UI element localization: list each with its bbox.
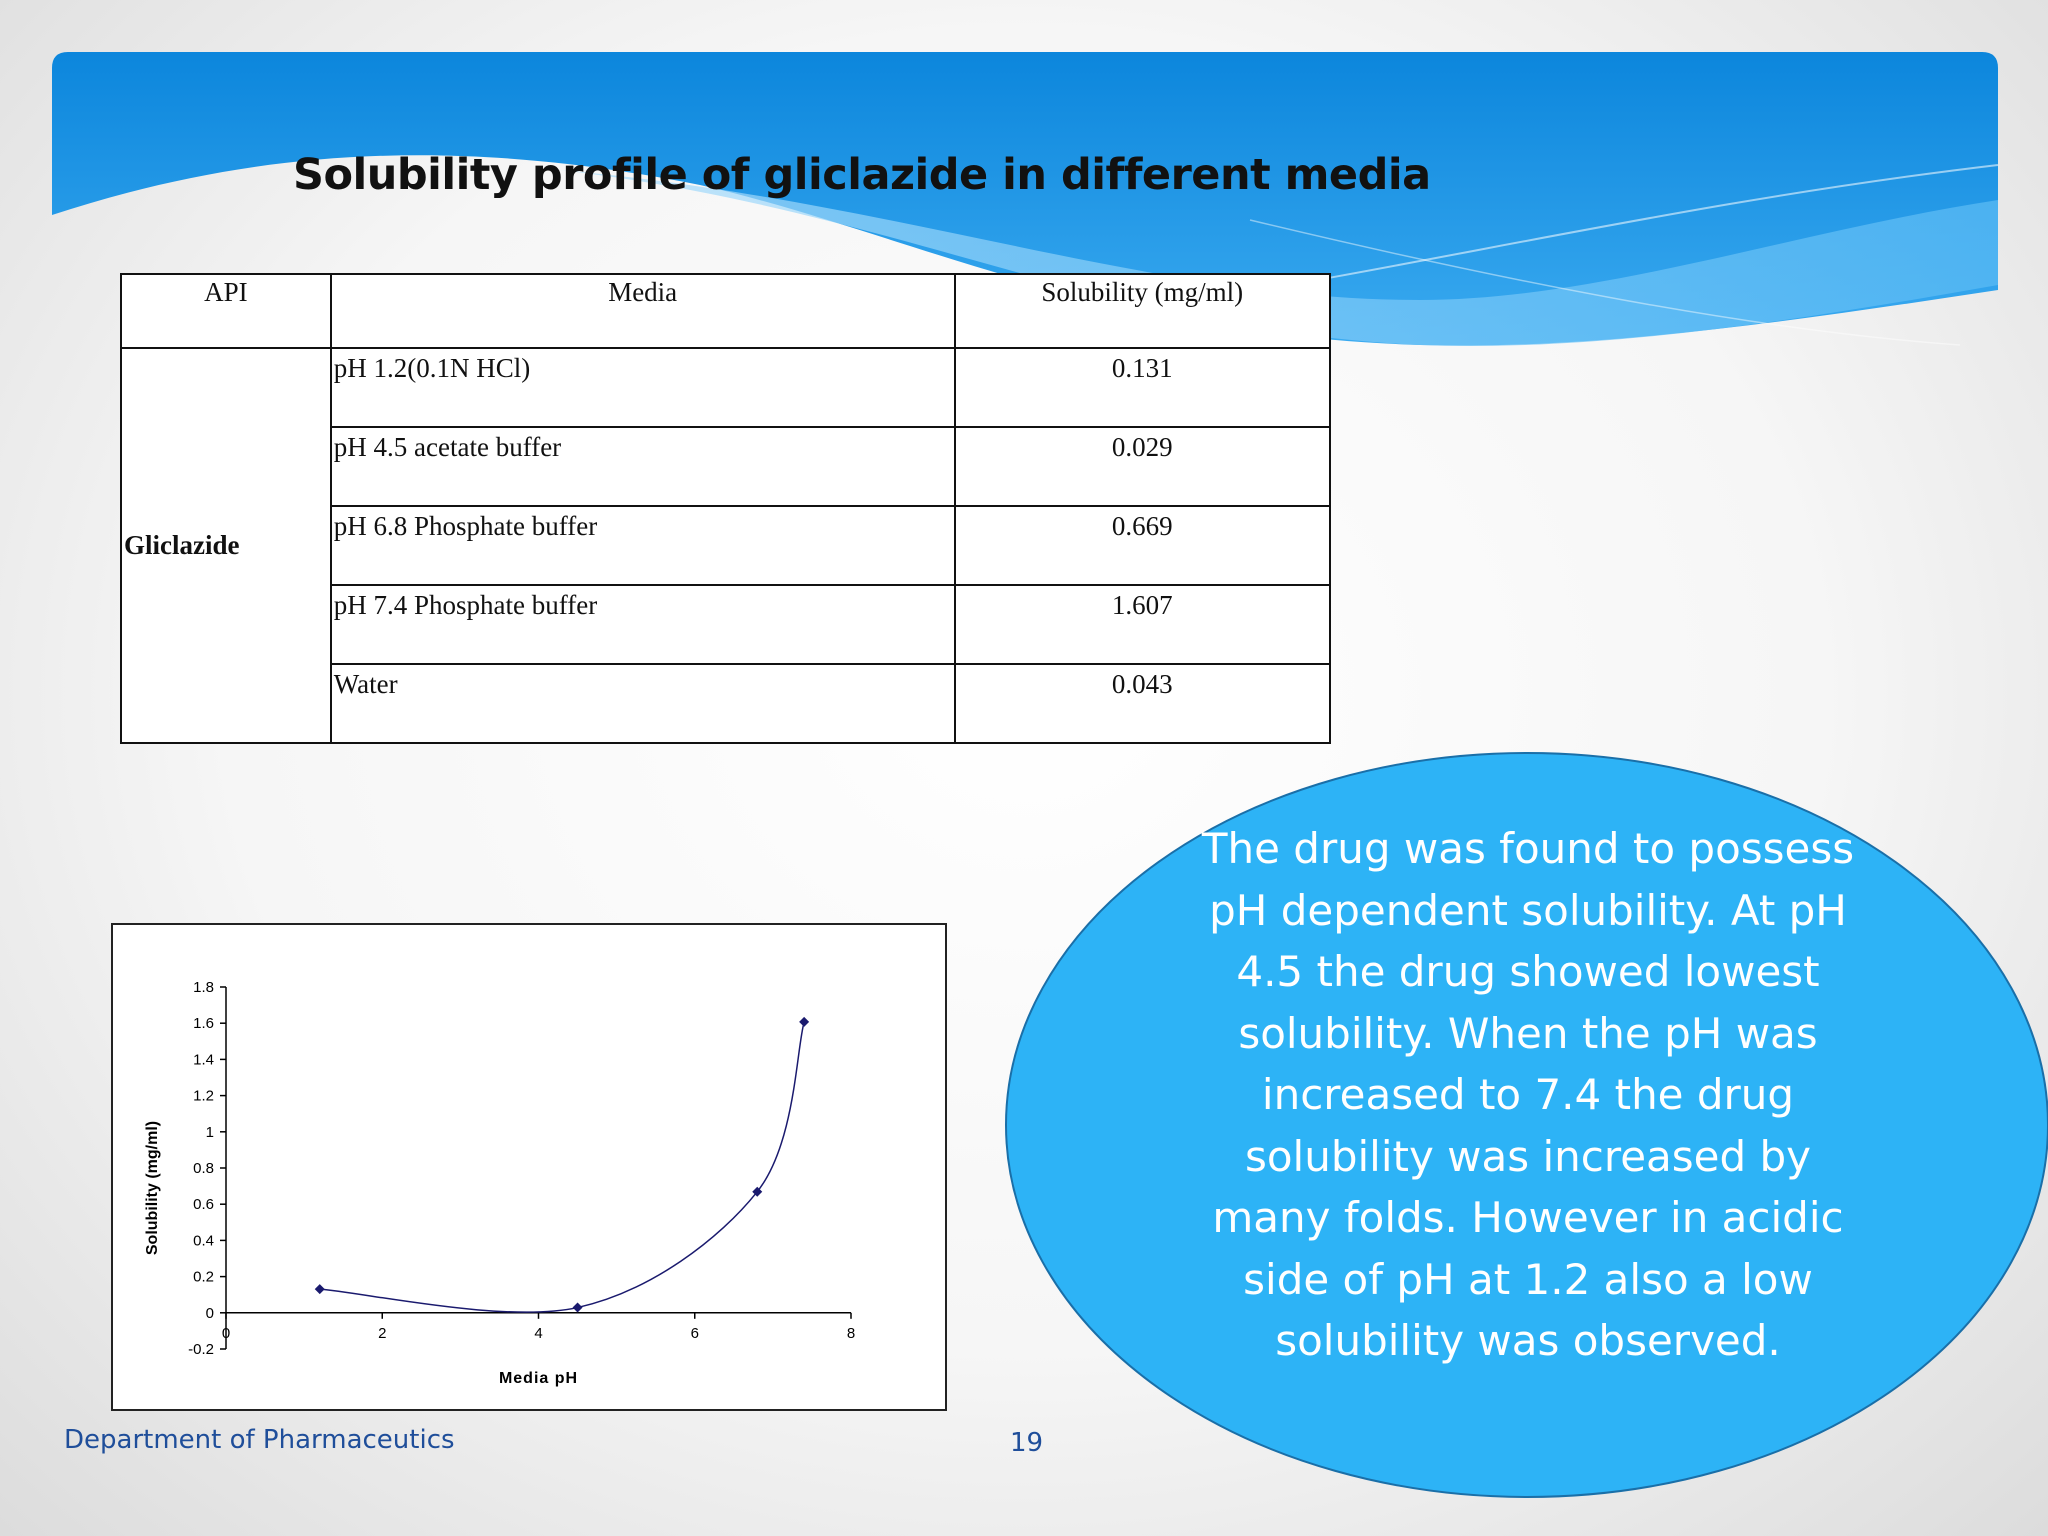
table-header-row: [121, 274, 1330, 348]
y-tick-label: 0.4: [193, 1232, 214, 1250]
solubility-cell: 1.607: [955, 585, 1330, 664]
solubility-chart: [111, 923, 947, 1411]
solubility-cell: 0.131: [955, 348, 1330, 427]
x-axis-label: Media pH: [498, 1370, 579, 1387]
header-api: API: [121, 274, 331, 348]
y-tick-label: 1.4: [193, 1051, 214, 1069]
x-tick-label: 4: [534, 1324, 543, 1342]
y-tick-label: 1.6: [193, 1015, 214, 1033]
footer-department: Department of Pharmaceutics: [64, 1425, 455, 1455]
media-cell: pH 7.4 Phosphate buffer: [331, 585, 955, 664]
series-line: [320, 1022, 804, 1312]
y-axis-label: Solubility (mg/ml): [144, 1120, 161, 1256]
header-media: Media: [331, 274, 955, 348]
y-tick-label: 0.8: [193, 1160, 214, 1177]
x-tick-label: 0: [221, 1324, 231, 1342]
y-tick-label: 1: [205, 1123, 214, 1141]
media-cell: pH 1.2(0.1N HCl): [331, 348, 955, 427]
y-tick-label: 1.2: [193, 1087, 214, 1105]
table-row: [121, 348, 1330, 427]
y-tick-label: 0.6: [193, 1196, 214, 1214]
media-cell: pH 4.5 acetate buffer: [331, 427, 955, 506]
data-point-marker: [573, 1303, 583, 1313]
api-cell: Gliclazide: [121, 348, 331, 743]
solubility-cell: 0.029: [955, 427, 1330, 506]
slide-title: Solubility profile of gliclazide in different media: [293, 150, 1431, 200]
chart-canvas: [113, 925, 945, 1409]
x-tick-label: 6: [690, 1324, 699, 1342]
x-tick-label: 2: [378, 1324, 387, 1342]
x-tick-label: 8: [846, 1324, 856, 1342]
solubility-cell: 0.043: [955, 664, 1330, 743]
y-tick-label: -0.2: [188, 1341, 214, 1358]
y-tick-label: 0: [205, 1304, 214, 1322]
solubility-cell: 0.669: [955, 506, 1330, 585]
header-solubility: Solubility (mg/ml): [955, 274, 1330, 348]
solubility-table: [120, 273, 1331, 744]
media-cell: Water: [331, 664, 955, 743]
summary-text: The drug was found to possess pH dependent solubility. At pH 4.5 the drug showed lowest solubility. When the pH was increased to 7.4 the drug solubility was increased by many folds. However in acidic side of pH at 1.2 also a low solubility was observed.: [1201, 824, 1855, 1365]
data-point-marker: [315, 1284, 325, 1294]
media-cell: pH 6.8 Phosphate buffer: [331, 506, 955, 585]
y-tick-label: 1.8: [193, 979, 214, 996]
data-point-marker: [799, 1017, 809, 1027]
page-number: 19: [1010, 1428, 1044, 1458]
y-tick-label: 0.2: [193, 1268, 214, 1286]
